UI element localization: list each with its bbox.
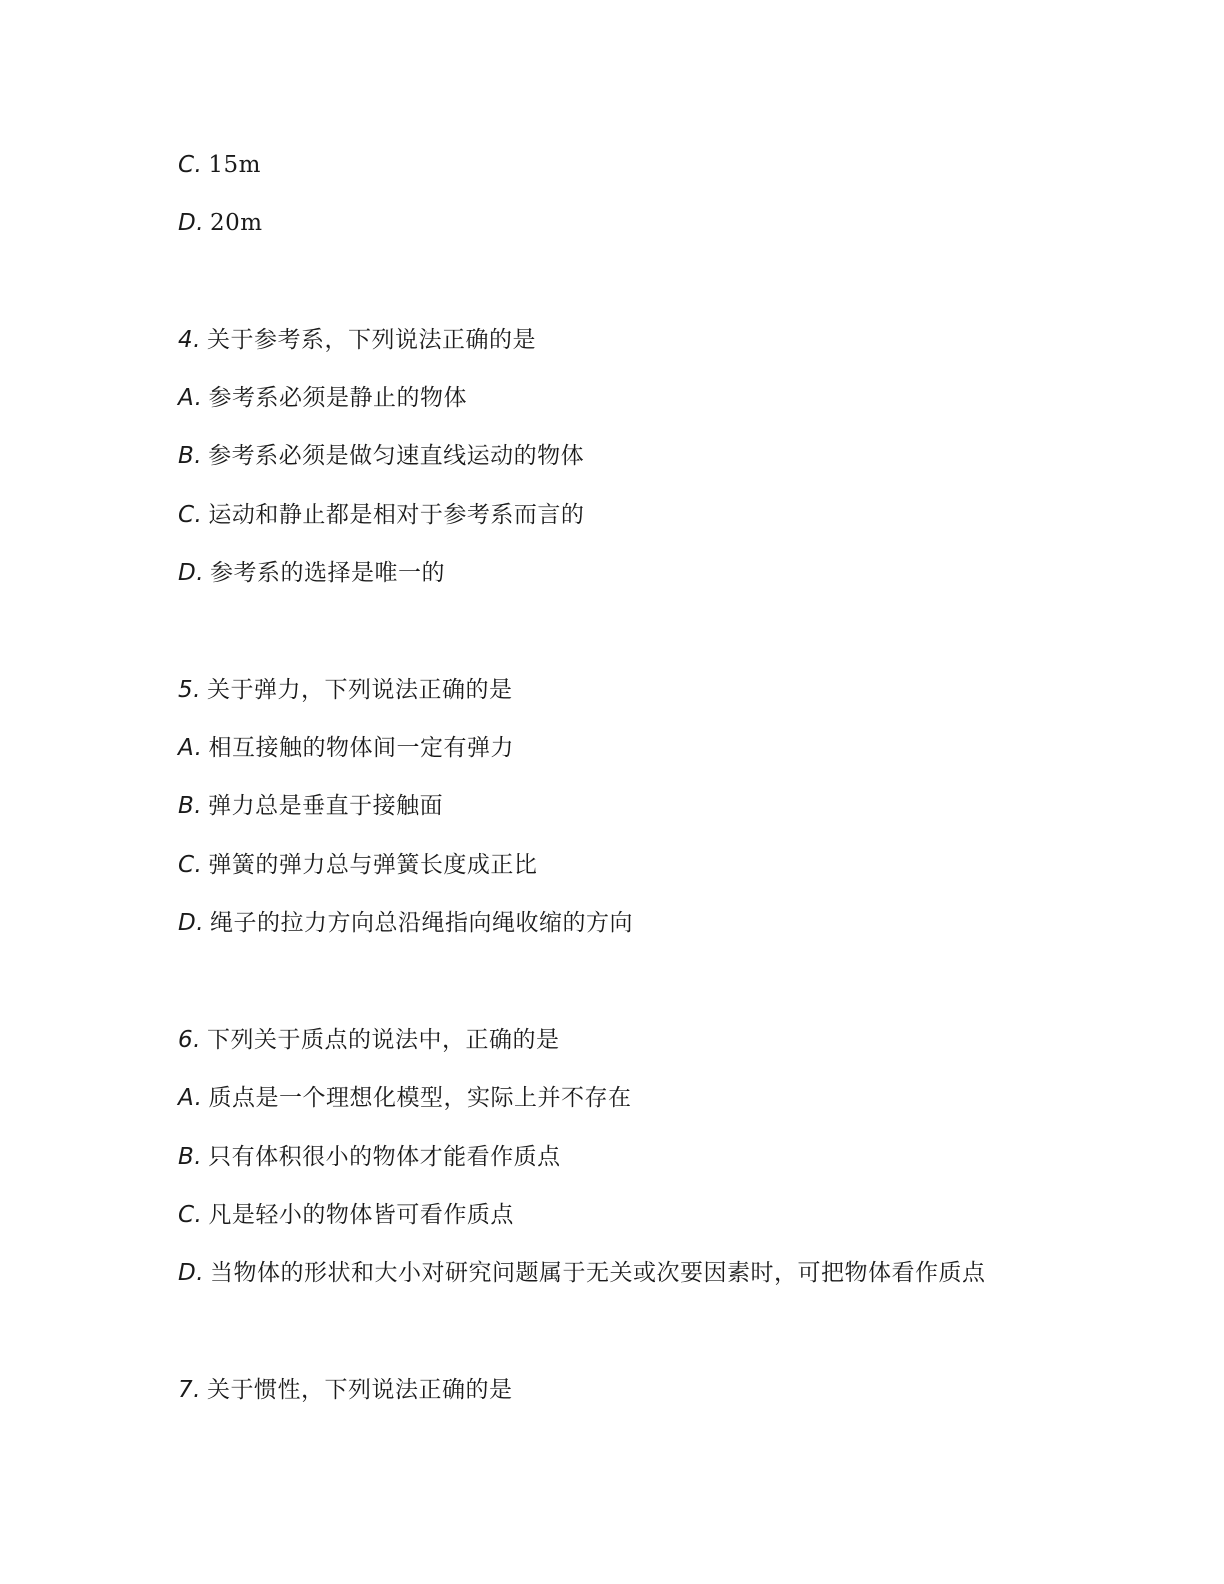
option-label: D.: [178, 560, 205, 586]
option-label: D.: [178, 910, 205, 936]
option-text: 15m: [208, 152, 261, 178]
option-text: 弹簧的弹力总与弹簧长度成正比: [208, 852, 538, 878]
option-text: 当物体的形状和大小对研究问题属于无关或次要因素时，可把物体看作质点: [210, 1260, 986, 1286]
option-d-q6: [178, 1258, 986, 1288]
option-b-q6: [178, 1142, 561, 1172]
option-label: C.: [178, 1202, 203, 1228]
question-number: 7.: [178, 1377, 201, 1403]
option-c-q3: [178, 150, 261, 180]
option-d-q5: [178, 908, 633, 938]
option-label: A.: [178, 385, 203, 411]
option-label: D.: [178, 210, 205, 236]
option-a-q5: [178, 733, 514, 763]
option-d-q3: [178, 208, 263, 238]
option-text: 弹力总是垂直于接触面: [208, 793, 444, 819]
question-text: 关于惯性，下列说法正确的是: [206, 1377, 513, 1403]
option-text: 20m: [210, 210, 263, 236]
option-c-q6: [178, 1200, 514, 1230]
question-text: 下列关于质点的说法中，正确的是: [206, 1027, 560, 1053]
option-text: 运动和静止都是相对于参考系而言的: [208, 502, 585, 528]
question-number: 6.: [178, 1027, 201, 1053]
option-label: D.: [178, 1260, 205, 1286]
option-label: A.: [178, 1085, 203, 1111]
option-label: B.: [178, 1144, 203, 1170]
option-text: 参考系的选择是唯一的: [210, 560, 446, 586]
option-c-q4: [178, 500, 584, 530]
option-label: B.: [178, 793, 203, 819]
question-text: 关于参考系，下列说法正确的是: [206, 327, 536, 353]
question-4: [178, 325, 536, 355]
option-label: C.: [178, 852, 203, 878]
option-text: 相互接触的物体间一定有弹力: [208, 735, 514, 761]
option-text: 绳子的拉力方向总沿绳指向绳收缩的方向: [210, 910, 634, 936]
option-text: 参考系必须是静止的物体: [208, 385, 467, 411]
question-number: 5.: [178, 677, 201, 703]
option-b-q4: [178, 441, 584, 471]
question-6: [178, 1025, 559, 1055]
option-text: 质点是一个理想化模型，实际上并不存在: [208, 1085, 632, 1111]
option-label: C.: [178, 502, 203, 528]
option-label: A.: [178, 735, 203, 761]
option-d-q4: [178, 558, 445, 588]
option-text: 凡是轻小的物体皆可看作质点: [208, 1202, 514, 1228]
option-label: B.: [178, 443, 203, 469]
option-a-q6: [178, 1083, 631, 1113]
option-b-q5: [178, 791, 443, 821]
question-5: [178, 675, 512, 705]
option-text: 参考系必须是做匀速直线运动的物体: [208, 443, 585, 469]
option-label: C.: [178, 152, 203, 178]
question-number: 4.: [178, 327, 201, 353]
question-text: 关于弹力，下列说法正确的是: [206, 677, 513, 703]
option-c-q5: [178, 850, 537, 880]
question-7: [178, 1375, 512, 1405]
option-text: 只有体积很小的物体才能看作质点: [208, 1144, 561, 1170]
option-a-q4: [178, 383, 467, 413]
